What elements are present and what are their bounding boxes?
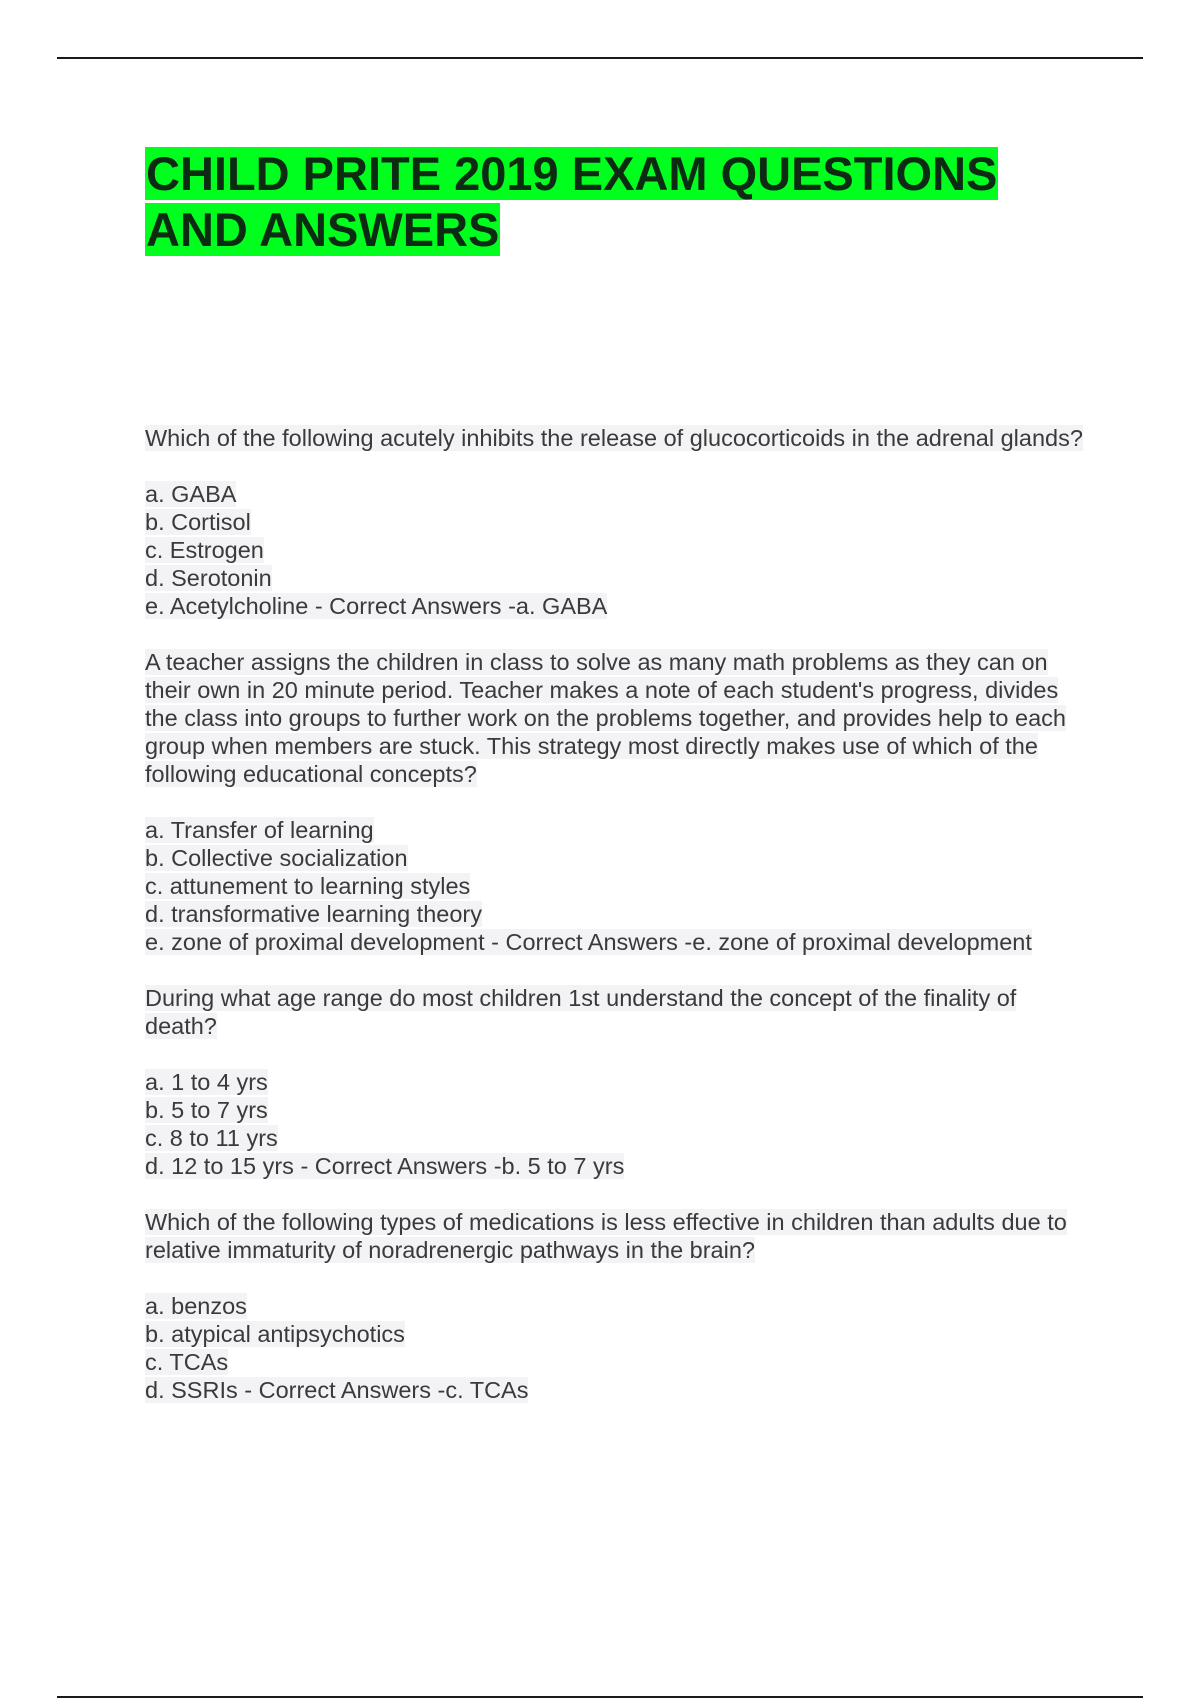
- answer-option-with-correct-answer: [145, 928, 1090, 956]
- answer-option: [145, 1292, 1090, 1320]
- answer-option: [145, 872, 1090, 900]
- answer-option-text: e. Acetylcholine - Correct Answers -a. GABA: [145, 593, 608, 619]
- answer-option-text: c. TCAs: [145, 1349, 229, 1375]
- document-title: [145, 146, 1045, 258]
- document-title-text: CHILD PRITE 2019 EXAM QUESTIONS AND ANSWERS: [146, 147, 998, 256]
- answer-option-text: d. transformative learning theory: [145, 901, 482, 927]
- question-text: [145, 1208, 1090, 1264]
- answer-option-text: a. Transfer of learning: [145, 817, 374, 843]
- question-block: [145, 984, 1090, 1180]
- answer-options-list: [145, 816, 1090, 956]
- question-text-content: A teacher assigns the children in class to solve as many math problems as they can on their own in 20 minute period. Teacher makes a note of each student's progress, divides the class into groups to further work on the problems together, and provides help to each group when members are stuck. This strategy most directly makes use of which of the following educational concepts?: [145, 649, 1066, 787]
- question-block: [145, 424, 1090, 620]
- question-text-content: During what age range do most children 1st understand the concept of the finality of death?: [145, 985, 1017, 1039]
- answer-options-list: [145, 1068, 1090, 1180]
- answer-option: [145, 1096, 1090, 1124]
- answer-option: [145, 1348, 1090, 1376]
- answer-option-text: c. Estrogen: [145, 537, 264, 563]
- answer-option-with-correct-answer: [145, 1376, 1090, 1404]
- answer-option: [145, 536, 1090, 564]
- answer-option-text: a. benzos: [145, 1293, 247, 1319]
- answer-option: [145, 844, 1090, 872]
- answer-option-text: e. zone of proximal development - Correct Answers -e. zone of proximal development: [145, 929, 1032, 955]
- answer-option-text: d. 12 to 15 yrs - Correct Answers -b. 5 to 7 yrs: [145, 1153, 625, 1179]
- answer-option: [145, 900, 1090, 928]
- question-text: [145, 648, 1090, 788]
- question-text: [145, 984, 1090, 1040]
- answer-option-text: c. attunement to learning styles: [145, 873, 471, 899]
- answer-option: [145, 1124, 1090, 1152]
- answer-option-text: c. 8 to 11 yrs: [145, 1125, 278, 1151]
- answer-option-text: d. SSRIs - Correct Answers -c. TCAs: [145, 1377, 529, 1403]
- answer-option-text: b. Collective socialization: [145, 845, 408, 871]
- bottom-rule: [57, 1696, 1143, 1698]
- answer-option: [145, 480, 1090, 508]
- answer-option-text: b. 5 to 7 yrs: [145, 1097, 268, 1123]
- answer-options-list: [145, 480, 1090, 620]
- answer-options-list: [145, 1292, 1090, 1404]
- question-block: [145, 1208, 1090, 1404]
- answer-option-text: a. 1 to 4 yrs: [145, 1069, 268, 1095]
- answer-option-text: d. Serotonin: [145, 565, 272, 591]
- question-text-content: Which of the following types of medications is less effective in children than adults due to relative immaturity of noradrenergic pathways in the brain?: [145, 1209, 1067, 1263]
- question-text: [145, 424, 1090, 452]
- answer-option: [145, 1320, 1090, 1348]
- answer-option: [145, 1068, 1090, 1096]
- questions-container: [145, 424, 1090, 1432]
- question-block: [145, 648, 1090, 956]
- answer-option-with-correct-answer: [145, 592, 1090, 620]
- answer-option: [145, 816, 1090, 844]
- answer-option: [145, 508, 1090, 536]
- answer-option-with-correct-answer: [145, 1152, 1090, 1180]
- question-text-content: Which of the following acutely inhibits the release of glucocorticoids in the adrenal glands?: [145, 425, 1083, 451]
- answer-option: [145, 564, 1090, 592]
- answer-option-text: b. atypical antipsychotics: [145, 1321, 405, 1347]
- answer-option-text: b. Cortisol: [145, 509, 251, 535]
- top-rule: [57, 57, 1143, 59]
- answer-option-text: a. GABA: [145, 481, 237, 507]
